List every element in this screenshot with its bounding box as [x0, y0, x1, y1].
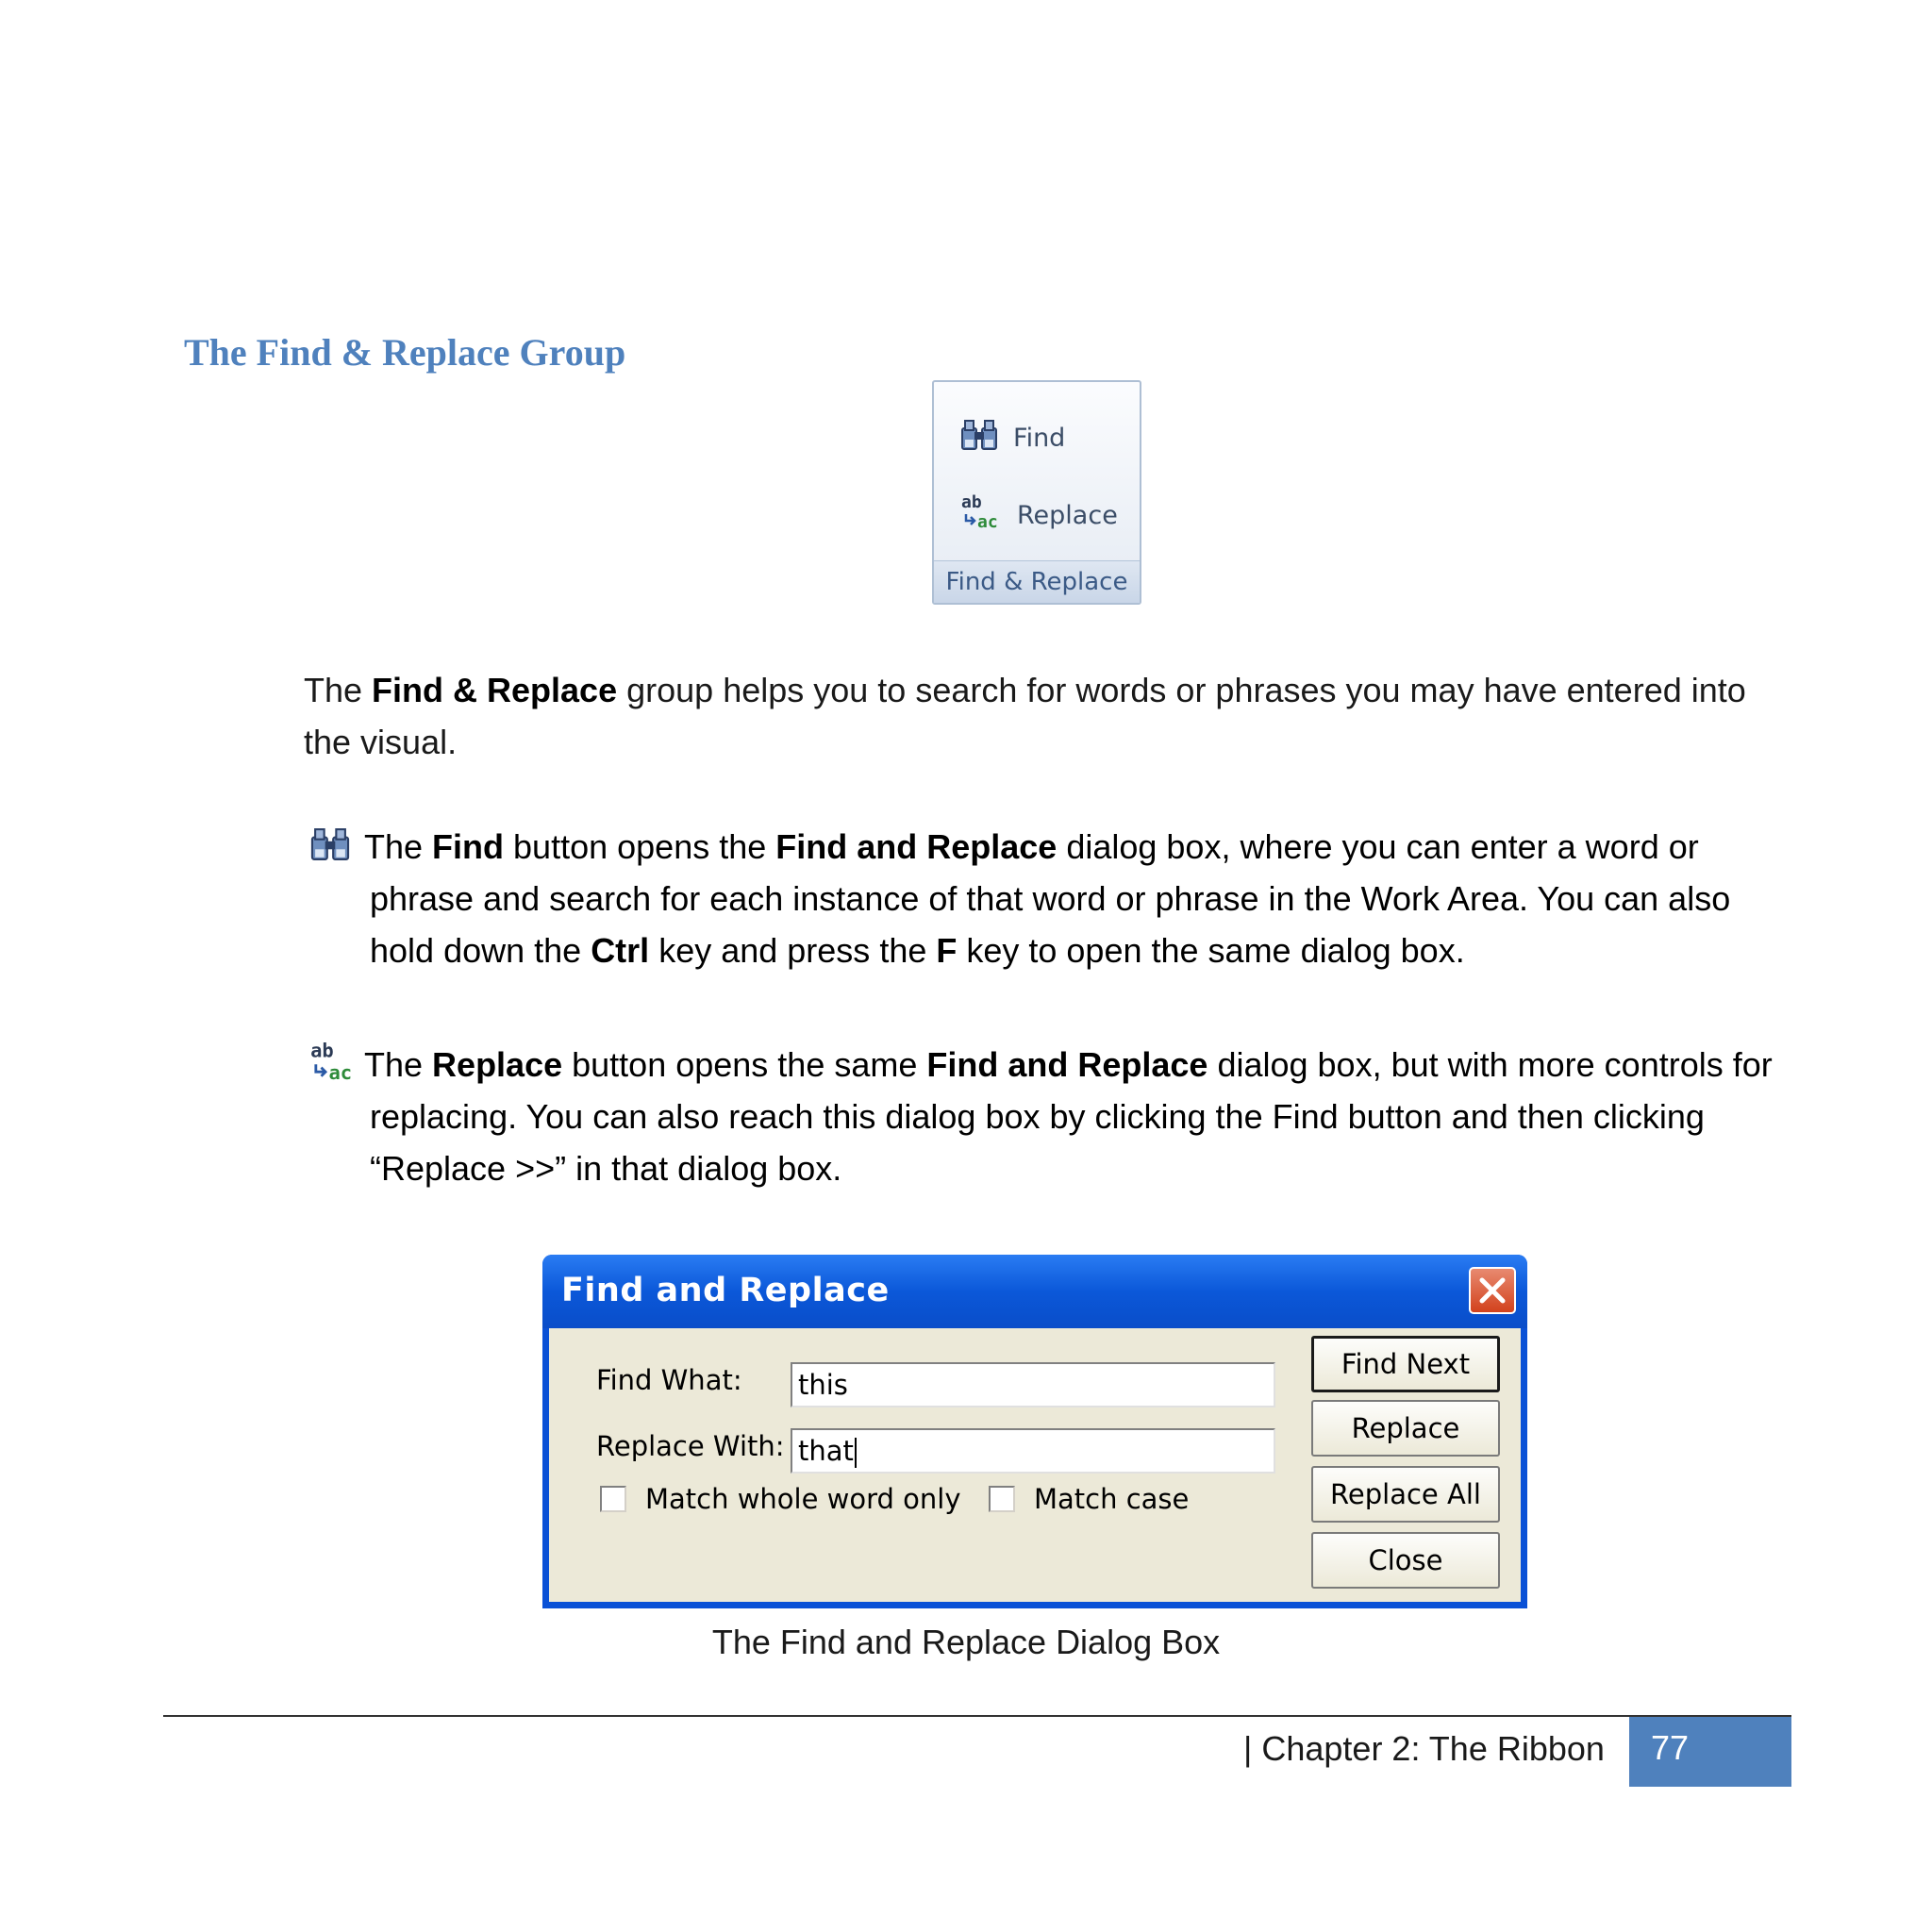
close-icon: [1471, 1300, 1514, 1316]
text-run: button opens the: [504, 827, 776, 866]
match-case-label: Match case: [1034, 1483, 1190, 1515]
replace-ab-ac-icon: [309, 1039, 357, 1091]
find-next-button[interactable]: Find Next: [1311, 1336, 1500, 1392]
text-run: The: [364, 827, 433, 866]
bold-run: Replace: [432, 1045, 563, 1084]
binoculars-icon: [960, 419, 998, 458]
replace-bullet-text: [364, 1039, 1785, 1194]
text-run: key to open the same dialog box.: [957, 931, 1465, 970]
ribbon-group-caption: Find & Replace: [934, 560, 1140, 603]
text-run: button opens the same: [562, 1045, 927, 1084]
bold-run: Find and Replace: [926, 1045, 1208, 1084]
bold-run: Find & Replace: [372, 671, 618, 709]
text-run: The: [304, 671, 373, 709]
find-bullet-text: [364, 821, 1785, 976]
replace-all-button[interactable]: Replace All: [1311, 1466, 1500, 1523]
bold-run: Find and Replace: [775, 827, 1058, 866]
svg-text:ac: ac: [977, 511, 998, 532]
find-what-label: Find What:: [596, 1364, 742, 1396]
replace-ab-ac-icon: [960, 491, 1002, 540]
text-run: dialog box, where you can enter a word or phrase and search for each instance of that word or phrase in the Work Area. You can also hold down the: [370, 827, 1731, 970]
bold-run: F: [936, 931, 958, 970]
bold-run: Ctrl: [591, 931, 650, 970]
dialog-close-button[interactable]: [1469, 1267, 1516, 1314]
match-whole-word-label: Match whole word only: [645, 1483, 961, 1515]
match-whole-word-option[interactable]: [600, 1483, 961, 1515]
match-case-option[interactable]: [989, 1483, 1189, 1515]
footer-divider: [163, 1715, 1791, 1717]
text-run: group helps you to search for words or phrases you may have entered into the visual.: [304, 671, 1746, 761]
ribbon-replace-button[interactable]: [960, 491, 1118, 535]
ribbon-find-label: Find: [1013, 423, 1066, 453]
text-run: dialog box, but with more controls for replacing. You can also reach this dialog box by clicking the Find button and then clicking “Replace >>” in that dialog box.: [370, 1045, 1773, 1188]
binoculars-icon: [309, 827, 351, 866]
section-heading: The Find & Replace Group: [184, 331, 626, 374]
close-button[interactable]: Close: [1311, 1532, 1500, 1589]
replace-with-input[interactable]: [791, 1428, 1275, 1474]
page-number-box: [1629, 1717, 1791, 1787]
ribbon-find-button[interactable]: [960, 418, 1065, 458]
match-case-checkbox[interactable]: [989, 1486, 1015, 1512]
figure-caption: The Find and Replace Dialog Box: [711, 1623, 1221, 1661]
find-what-input[interactable]: [791, 1362, 1275, 1407]
replace-with-label: Replace With:: [596, 1430, 785, 1462]
text-run: The: [364, 1045, 433, 1084]
svg-text:ab: ab: [310, 1039, 334, 1062]
dialog-body: [549, 1328, 1521, 1602]
intro-paragraph: [304, 664, 1775, 768]
replace-button[interactable]: Replace: [1311, 1400, 1500, 1457]
match-whole-word-checkbox[interactable]: [600, 1486, 626, 1512]
svg-text:ab: ab: [961, 491, 982, 512]
text-caret: [855, 1438, 857, 1468]
page-number: 77: [1651, 1728, 1690, 1767]
find-replace-ribbon-group: [932, 380, 1141, 605]
find-what-value: this: [798, 1369, 848, 1401]
find-replace-dialog: [542, 1255, 1527, 1608]
replace-with-value: that: [798, 1435, 854, 1467]
ribbon-replace-label: Replace: [1017, 500, 1118, 530]
footer-chapter-title: | Chapter 2: The Ribbon: [1243, 1729, 1605, 1768]
dialog-title: Find and Replace: [561, 1272, 890, 1309]
bold-run: Find: [432, 827, 505, 866]
svg-text:ac: ac: [328, 1061, 353, 1085]
dialog-titlebar[interactable]: [542, 1255, 1527, 1328]
text-run: key and press the: [649, 931, 937, 970]
